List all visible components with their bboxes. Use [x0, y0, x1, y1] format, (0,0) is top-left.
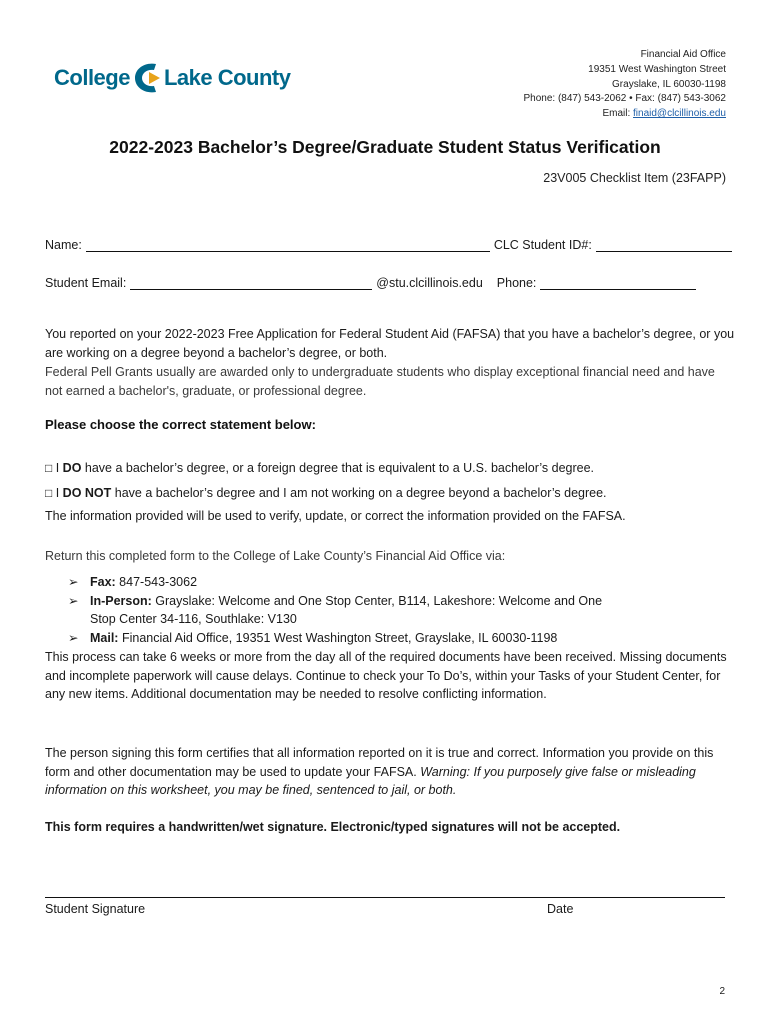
office-name: Financial Aid Office — [640, 49, 726, 60]
option-do — [45, 459, 735, 478]
arrow-bullet-icon: ➢ — [68, 593, 79, 608]
office-street: 19351 West Washington Street — [588, 63, 726, 75]
phone-label: Phone: — [496, 276, 537, 290]
date-label: Date — [547, 902, 574, 916]
option-do-not-checkbox[interactable]: □ — [45, 486, 53, 500]
office-address — [523, 48, 726, 122]
method-fax-label: Fax: — [90, 575, 116, 589]
option-do-not-text: have a bachelor’s degree and I am not working on a degree beyond a bachelor’s degree. — [111, 486, 607, 500]
method-fax — [68, 573, 728, 592]
option-do-not-prefix: I — [52, 486, 63, 500]
method-in-person-continued: Stop Center 34-116, Southlake: V130 — [90, 612, 297, 626]
checklist-item-code: 23V005 Checklist Item (23FAPP) — [543, 171, 726, 185]
method-mail-label: Mail: — [90, 630, 119, 645]
return-intro: Return this completed form to the College of Lake County’s Financial Aid Office via: — [45, 549, 506, 563]
office-city: Grayslake, IL 60030-1198 — [612, 78, 726, 90]
signature-line[interactable] — [45, 897, 725, 898]
email-label: Email: — [602, 108, 634, 120]
option-do-not-emphasis: DO NOT — [62, 486, 112, 500]
method-in-person-text: Grayslake: Welcome and One Stop Center, B114, Lakeshore: Welcome and One — [151, 593, 603, 608]
arrow-bullet-icon: ➢ — [68, 575, 79, 589]
student-id-label: CLC Student ID#: — [493, 238, 592, 252]
page-number: 2 — [719, 986, 725, 997]
logo-word-lake-county: Lake County — [163, 65, 291, 90]
intro-text: You reported on your 2022-2023 Free Application for Federal Student Aid (FAFSA) that you have a bachelor’s degree, or you are working on a degree beyond a bachelor’s degree, or both. — [45, 327, 735, 360]
office-email-line — [523, 107, 726, 122]
name-row — [45, 238, 736, 252]
option-do-not — [45, 484, 735, 503]
office-phone-fax: Phone: (847) 543-2062 • Fax: (847) 543-3062 — [523, 93, 726, 105]
return-methods-list — [68, 573, 728, 647]
signature-requirement-note: This form requires a handwritten/wet signature. Electronic/typed signatures will not be accepted. — [45, 820, 621, 834]
logo-word-college: College — [54, 65, 130, 90]
certification-statement: The person signing this form certifies that all information reported on it is true and correct. Information you provide on this form and other documentation may be used to update your FAFSA. — [45, 746, 714, 779]
email-row — [45, 276, 700, 290]
method-mail-text: Financial Aid Office, 19351 West Washington Street, Grayslake, IL 60030-1198 — [118, 630, 558, 645]
college-logo — [54, 56, 291, 100]
page-title: 2022-2023 Bachelor’s Degree/Graduate Student Status Verification — [109, 137, 661, 157]
student-id-field[interactable] — [596, 240, 732, 252]
phone-field[interactable] — [540, 278, 696, 290]
option-do-text: have a bachelor’s degree, or a foreign degree that is equivalent to a U.S. bachelor’s degree. — [81, 461, 595, 475]
choose-heading: Please choose the correct statement below: — [45, 417, 316, 432]
option-do-checkbox[interactable]: □ — [45, 461, 53, 475]
option-do-prefix: I — [52, 461, 63, 475]
logo-c-mark-icon — [132, 60, 162, 96]
method-fax-text: 847-543-3062 — [115, 575, 198, 589]
student-signature-label: Student Signature — [45, 902, 146, 916]
certification-text — [45, 744, 735, 800]
pell-grant-note: Federal Pell Grants usually are awarded only to undergraduate students who display exceptional financial need and have not earned a bachelor's, graduate, or professional degree. — [45, 365, 715, 398]
name-label: Name: — [45, 238, 82, 252]
student-email-field[interactable] — [130, 278, 372, 290]
email-domain: @stu.clcillinois.edu — [376, 276, 483, 290]
name-field[interactable] — [86, 240, 490, 252]
processing-time-text: This process can take 6 weeks or more from the day all of the required documents have been received. Missing documents and incomplete paperwork will cause delays. Continue to check your To Do’s, within your Tasks of your Student Center, for any new items. Additional documentation may be needed to resolve conflicting information. — [45, 650, 727, 701]
option-do-emphasis: DO — [62, 461, 82, 475]
method-in-person-label: In-Person: — [90, 593, 152, 608]
info-used-text: The information provided will be used to verify, update, or correct the information provided on the FAFSA. — [45, 509, 626, 523]
method-in-person — [68, 592, 728, 611]
office-email-link[interactable]: finaid@clcillinois.edu — [633, 108, 726, 120]
student-email-label: Student Email: — [45, 276, 127, 290]
method-mail — [68, 629, 728, 648]
arrow-bullet-icon: ➢ — [68, 630, 79, 645]
warning-text: Warning: If you purposely give false or misleading information on this worksheet, you may be fined, sentenced to jail, or both. — [45, 764, 696, 797]
